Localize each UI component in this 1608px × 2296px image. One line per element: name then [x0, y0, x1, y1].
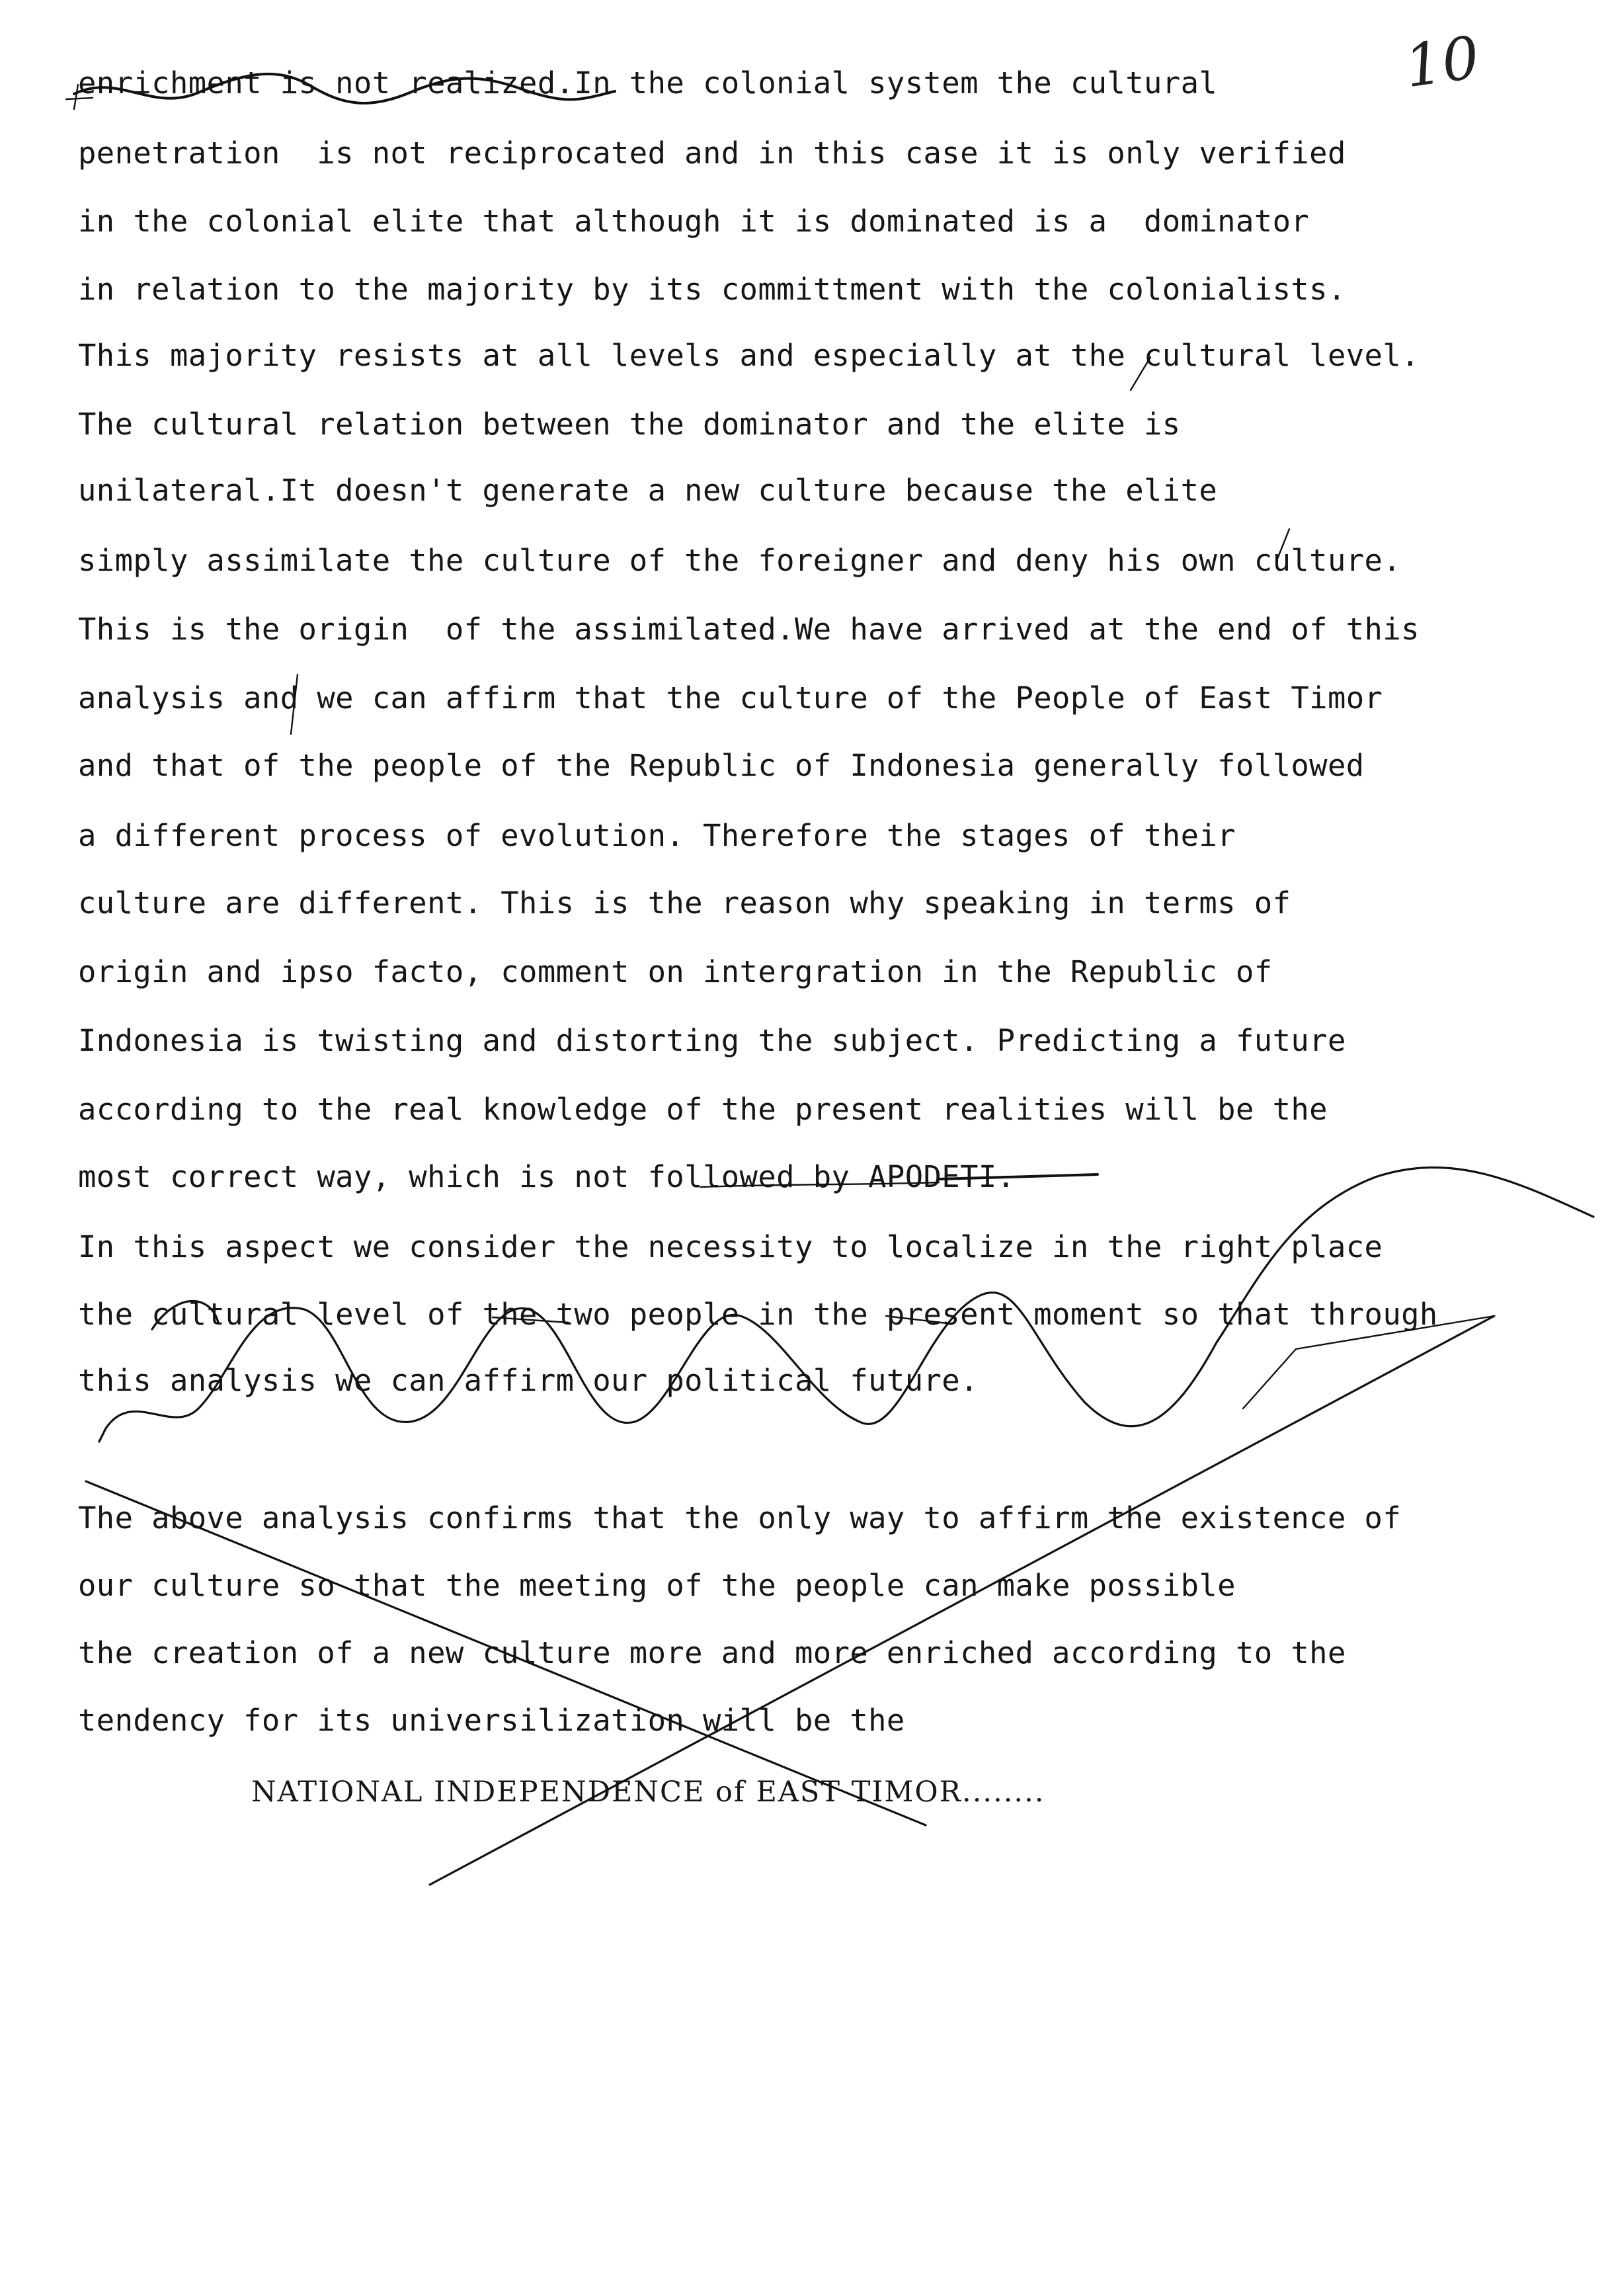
body-line: The cultural relation between the dominator and the elite is [78, 407, 1181, 442]
body-line: a different process of evolution. Therefore the stages of their [78, 818, 1236, 853]
body-line: according to the real knowledge of the present realities will be the [78, 1092, 1328, 1127]
body-line: In this aspect we consider the necessity to localize in the right place [78, 1229, 1383, 1264]
body-line: the cultural level of the two people in the present moment so that through [78, 1297, 1438, 1332]
closing-statement: NATIONAL INDEPENDENCE of EAST TIMOR........ [251, 1776, 1045, 1809]
body-line: simply assimilate the culture of the foreigner and deny his own culture. [78, 543, 1402, 578]
body-line: culture are different. This is the reason why speaking in terms of [78, 885, 1291, 921]
body-line: origin and ipso facto, comment on intergration in the Republic of [78, 954, 1273, 989]
conclusion-line: The above analysis confirms that the only way to affirm the existence of [78, 1500, 1402, 1536]
body-line: in relation to the majority by its committment with the colonialists. [78, 272, 1346, 307]
body-line: most correct way, which is not followed by APODETI. [78, 1159, 1016, 1194]
conclusion-line: our culture so that the meeting of the people can make possible [78, 1568, 1236, 1603]
body-line: this analysis we can affirm our political future. [78, 1363, 979, 1398]
body-line: and that of the people of the Republic of Indonesia generally followed [78, 748, 1365, 783]
body-line: unilateral.It doesn't generate a new culture because the elite [78, 473, 1218, 508]
body-line: Indonesia is twisting and distorting the subject. Predicting a future [78, 1023, 1346, 1058]
body-line: analysis and we can affirm that the culture of the People of East Timor [78, 680, 1383, 716]
body-line: This majority resists at all levels and especially at the cultural level. [78, 338, 1420, 373]
conclusion-line: tendency for its universilization will be the [78, 1703, 905, 1738]
handwritten-page-number: 10 [1400, 22, 1484, 101]
conclusion-line: the creation of a new culture more and more enriched according to the [78, 1635, 1346, 1670]
body-line: This is the origin of the assimilated.We have arrived at the end of this [78, 612, 1420, 647]
body-line: penetration is not reciprocated and in this case it is only verified [78, 136, 1346, 171]
body-line: enrichment is not realized.In the colonial system the cultural [78, 65, 1218, 101]
body-line: in the colonial elite that although it is dominated is a dominator [78, 204, 1310, 239]
